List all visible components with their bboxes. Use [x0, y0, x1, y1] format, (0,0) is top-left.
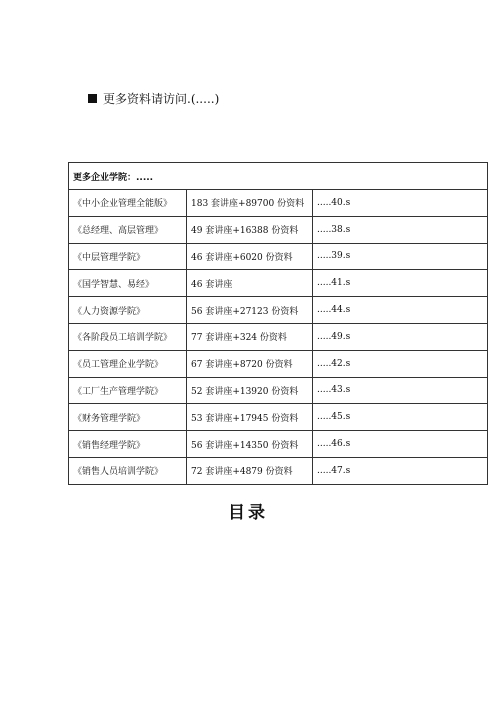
table-row	[69, 190, 488, 217]
table-row	[69, 377, 488, 404]
course-name-cell: 《各阶段员工培训学院》	[69, 323, 187, 350]
table-header-row	[69, 163, 488, 190]
course-name-cell: 《销售经理学院》	[69, 431, 187, 458]
course-page-cell: .....38.s	[313, 216, 488, 243]
table-heading: 更多企业学院：.....	[69, 163, 488, 190]
table-row	[69, 323, 488, 350]
course-quantity-cell: 46 套讲座	[187, 270, 313, 297]
course-page-cell: .....42.s	[313, 350, 488, 377]
course-page-cell: .....41.s	[313, 270, 488, 297]
course-page-cell: .....47.s	[313, 457, 488, 484]
course-name-cell: 《工厂生产管理学院》	[69, 377, 187, 404]
course-quantity-cell: 53 套讲座+17945 份资料	[187, 404, 313, 431]
course-page-cell: .....43.s	[313, 377, 488, 404]
course-name-cell: 《中层管理学院》	[69, 243, 187, 270]
courses-table-body	[69, 163, 488, 485]
course-quantity-cell: 52 套讲座+13920 份资料	[187, 377, 313, 404]
table-row	[69, 457, 488, 484]
course-quantity-cell: 46 套讲座+6020 份资料	[187, 243, 313, 270]
course-name-cell: 《中小企业管理全能版》	[69, 190, 187, 217]
course-name-cell: 《销售人员培训学院》	[69, 457, 187, 484]
resource-notice-text: 更多资料请访问.(.....)	[103, 91, 220, 106]
course-quantity-cell: 56 套讲座+14350 份资料	[187, 431, 313, 458]
course-quantity-cell: 49 套讲座+16388 份资料	[187, 216, 313, 243]
course-quantity-cell: 183 套讲座+89700 份资料	[187, 190, 313, 217]
course-quantity-cell: 56 套讲座+27123 份资料	[187, 297, 313, 324]
resource-notice	[88, 90, 219, 106]
course-quantity-cell: 67 套讲座+8720 份资料	[187, 350, 313, 377]
table-row	[69, 404, 488, 431]
table-row	[69, 216, 488, 243]
toc-title: 目录	[228, 503, 268, 523]
table-row	[69, 270, 488, 297]
course-page-cell: .....40.s	[313, 190, 488, 217]
course-page-cell: .....49.s	[313, 323, 488, 350]
course-name-cell: 《财务管理学院》	[69, 404, 187, 431]
course-quantity-cell: 77 套讲座+324 份资料	[187, 323, 313, 350]
course-page-cell: .....46.s	[313, 431, 488, 458]
enterprise-courses-table	[68, 162, 488, 485]
table-row	[69, 297, 488, 324]
course-name-cell: 《人力资源学院》	[69, 297, 187, 324]
course-page-cell: .....39.s	[313, 243, 488, 270]
course-quantity-cell: 72 套讲座+4879 份资料	[187, 457, 313, 484]
course-name-cell: 《员工管理企业学院》	[69, 350, 187, 377]
course-page-cell: .....44.s	[313, 297, 488, 324]
table-row	[69, 350, 488, 377]
square-bullet-icon	[88, 94, 97, 103]
course-page-cell: .....45.s	[313, 404, 488, 431]
course-name-cell: 《国学智慧、易经》	[69, 270, 187, 297]
table-row	[69, 431, 488, 458]
table-row	[69, 243, 488, 270]
course-name-cell: 《总经理、高层管理》	[69, 216, 187, 243]
